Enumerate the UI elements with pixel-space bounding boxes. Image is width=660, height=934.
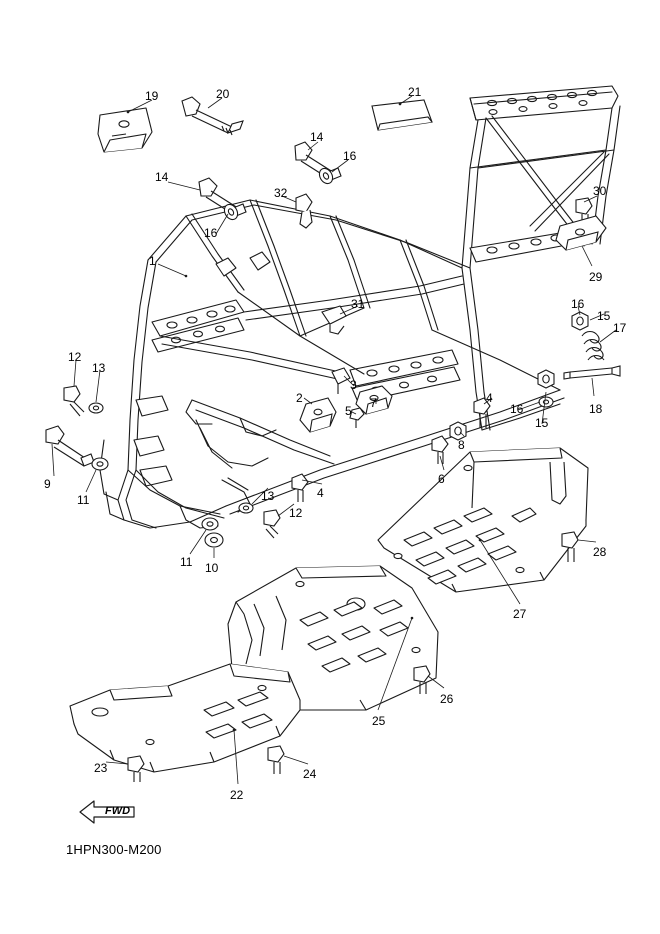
part-11-washer-lower [202,518,218,530]
fwd-label: FWD [105,805,131,817]
callout-16-upper: 16 [343,149,357,163]
part-12-bolt-left [64,386,84,416]
callout-13-left: 13 [92,361,106,375]
callout-4-right: 4 [486,391,493,405]
part-16-washer-right [539,397,553,407]
callout-21: 21 [408,85,422,99]
part-27-skid-plate [378,448,588,592]
callout-10: 10 [205,561,219,575]
part-12-bolt-center [264,510,280,538]
part-2-bracket [300,398,336,432]
part-24-bolt [268,746,284,774]
part-17-spring [582,332,604,361]
callout-15-upper: 15 [597,309,611,323]
callout-19: 19 [145,89,159,103]
callout-12-left: 12 [68,350,82,364]
callout-8: 8 [458,438,465,452]
callout-27: 27 [513,607,527,621]
callout-14-left: 14 [155,170,169,184]
part-3-bracket [332,368,350,394]
callout-14-upper: 14 [310,130,324,144]
callout-2: 2 [296,391,303,405]
part-22-skid-plate [70,664,300,775]
callout-11-left: 11 [77,493,90,507]
part-6-bolt [432,436,448,464]
callout-30: 30 [593,184,607,198]
callout-16-right-upper: 16 [571,297,585,311]
callout-28: 28 [593,545,607,559]
callout-23: 23 [94,761,108,775]
part-21-plate [372,100,432,130]
part-23-bolt [128,756,144,782]
callout-5: 5 [345,404,352,418]
callout-22: 22 [230,788,244,802]
part-4-bolt-center [292,474,308,502]
callout-13-center: 13 [261,489,275,503]
part-13-washer-center [239,503,253,513]
callout-3: 3 [350,378,357,392]
part-31-bracket [322,306,346,334]
part-16-washer-upper [317,166,335,186]
callout-6: 6 [438,472,445,486]
callout-25: 25 [372,714,386,728]
callout-17: 17 [613,321,627,335]
callout-16-left: 16 [204,226,218,240]
part-11-washer-left [92,458,108,470]
part-15-nut-right [538,370,554,388]
part-5-bolt [350,408,364,428]
callout-29: 29 [589,270,603,284]
callout-16-right-lower: 16 [510,402,524,416]
part-14-bolt-upper [295,142,341,180]
callout-12-center: 12 [289,506,303,520]
part-29-bracket [556,216,606,250]
rear-cargo-rail [470,86,618,120]
part-20-bolt [182,97,243,135]
callout-26: 26 [440,692,454,706]
callout-7: 7 [370,396,377,410]
part-28-bolt [562,532,578,562]
callout-11-lower: 11 [180,555,193,569]
part-10-washer [205,533,223,547]
callout-32: 32 [274,186,288,200]
part-32-clip [296,194,312,228]
callout-20: 20 [216,87,230,101]
part-16-washer-left [222,202,240,222]
part-18-rod [564,366,620,379]
callout-31: 31 [351,297,365,311]
callout-9: 9 [44,477,51,491]
part-19-bracket [98,108,152,152]
diagram-part-number: 1HPN300-M200 [66,842,162,857]
callout-18: 18 [589,402,603,416]
callout-1: 1 [149,254,156,268]
part-14-bolt-left [199,178,246,216]
callout-24: 24 [303,767,317,781]
callout-15-lower: 15 [535,416,549,430]
callout-4-center: 4 [317,486,324,500]
part-13-washer-left [89,403,103,413]
